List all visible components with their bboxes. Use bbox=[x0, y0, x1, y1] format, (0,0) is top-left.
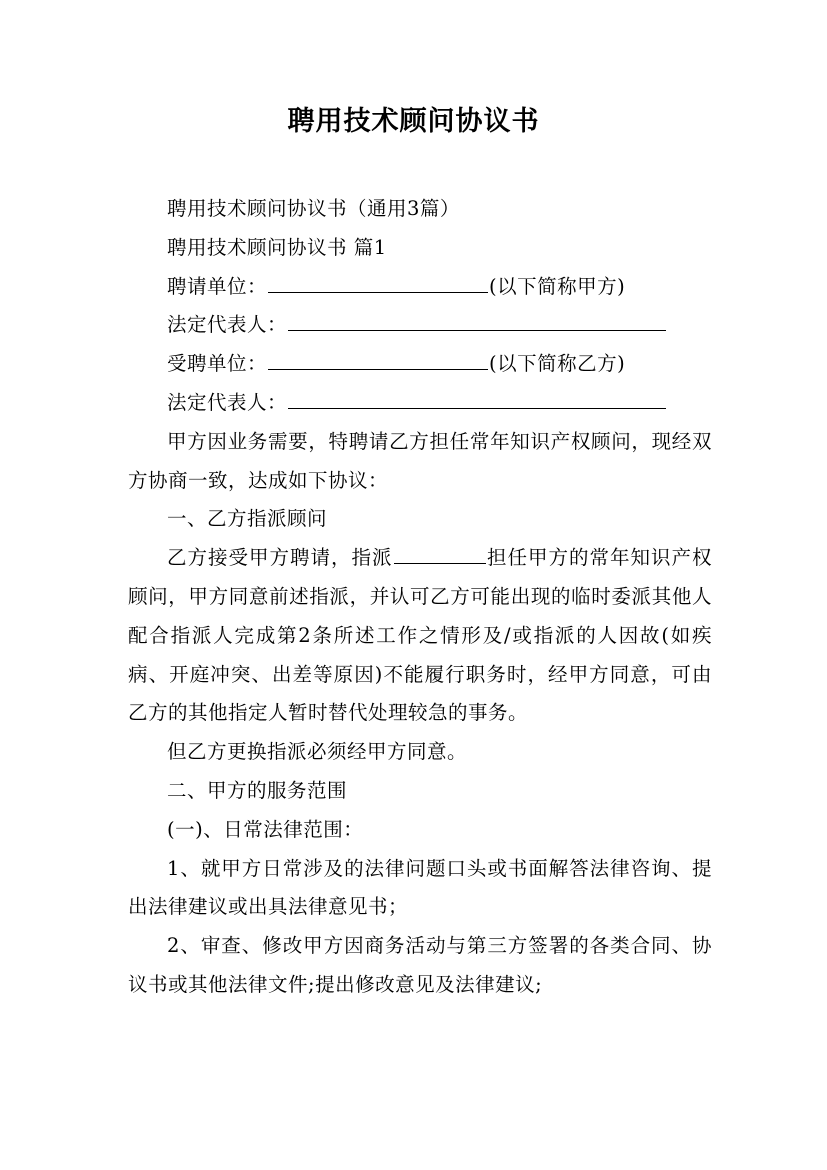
clause1-text-before-blank: 乙方接受甲方聘请，指派 bbox=[167, 546, 393, 570]
subtitle-line: 聘用技术顾问协议书（通用3篇） bbox=[167, 197, 460, 220]
clause2-item-2: 2、审查、修改甲方因商务活动与第三方签署的各类合同、协议书或其他法律文件;提出修改意见及法律建议; bbox=[128, 934, 712, 996]
clause2-item-1: 1、就甲方日常涉及的法律问题口头或书面解答法律咨询、提出法律建议或出具法律意见书； bbox=[128, 856, 712, 919]
employer-rep-label: 法定代表人： bbox=[167, 313, 288, 337]
document-body bbox=[128, 190, 712, 1005]
employee-suffix: (以下简称乙方) bbox=[489, 352, 626, 376]
clause2-heading: 二、甲方的服务范围 bbox=[167, 778, 348, 802]
employer-rep-field-line bbox=[128, 306, 712, 345]
intro-paragraph: 甲方因业务需要，特聘请乙方担任常年知识产权顾问，现经双方协商一致，达成如下协议： bbox=[128, 429, 712, 492]
employee-rep-blank bbox=[288, 390, 666, 409]
clause1-paragraph bbox=[128, 539, 712, 733]
employer-blank bbox=[268, 274, 488, 293]
clause1-heading: 一、乙方指派顾问 bbox=[167, 507, 328, 531]
clause2-sub-heading: (一)、日常法律范围： bbox=[167, 817, 364, 841]
employee-field-line bbox=[128, 345, 712, 384]
employee-blank bbox=[268, 351, 488, 370]
clause1-text-after-blank: 担任甲方的常年知识产权顾问，甲方同意前述指派，并认可乙方可能出现的临时委派其他人配合指派人完成第2条所述工作之情形及/或指派的人因故(如疾病、开庭冲突、出差等原因)不能履行职务时，经甲方同意，可由乙方的其他指定人暂时替代处理较急的事务。 bbox=[128, 546, 712, 725]
employee-rep-label: 法定代表人： bbox=[167, 390, 288, 414]
consultant-name-blank bbox=[394, 545, 486, 564]
employer-field-line bbox=[128, 268, 712, 307]
employee-label: 受聘单位： bbox=[167, 352, 268, 376]
section-heading: 聘用技术顾问协议书 篇1 bbox=[167, 235, 387, 259]
document-title: 聘用技术顾问协议书 bbox=[287, 106, 540, 137]
employer-suffix: (以下简称甲方) bbox=[489, 274, 626, 298]
employer-rep-blank bbox=[288, 312, 666, 331]
clause1-note: 但乙方更换指派必须经甲方同意。 bbox=[167, 740, 468, 764]
employer-label: 聘请单位： bbox=[167, 274, 268, 298]
employee-rep-field-line bbox=[128, 384, 712, 423]
